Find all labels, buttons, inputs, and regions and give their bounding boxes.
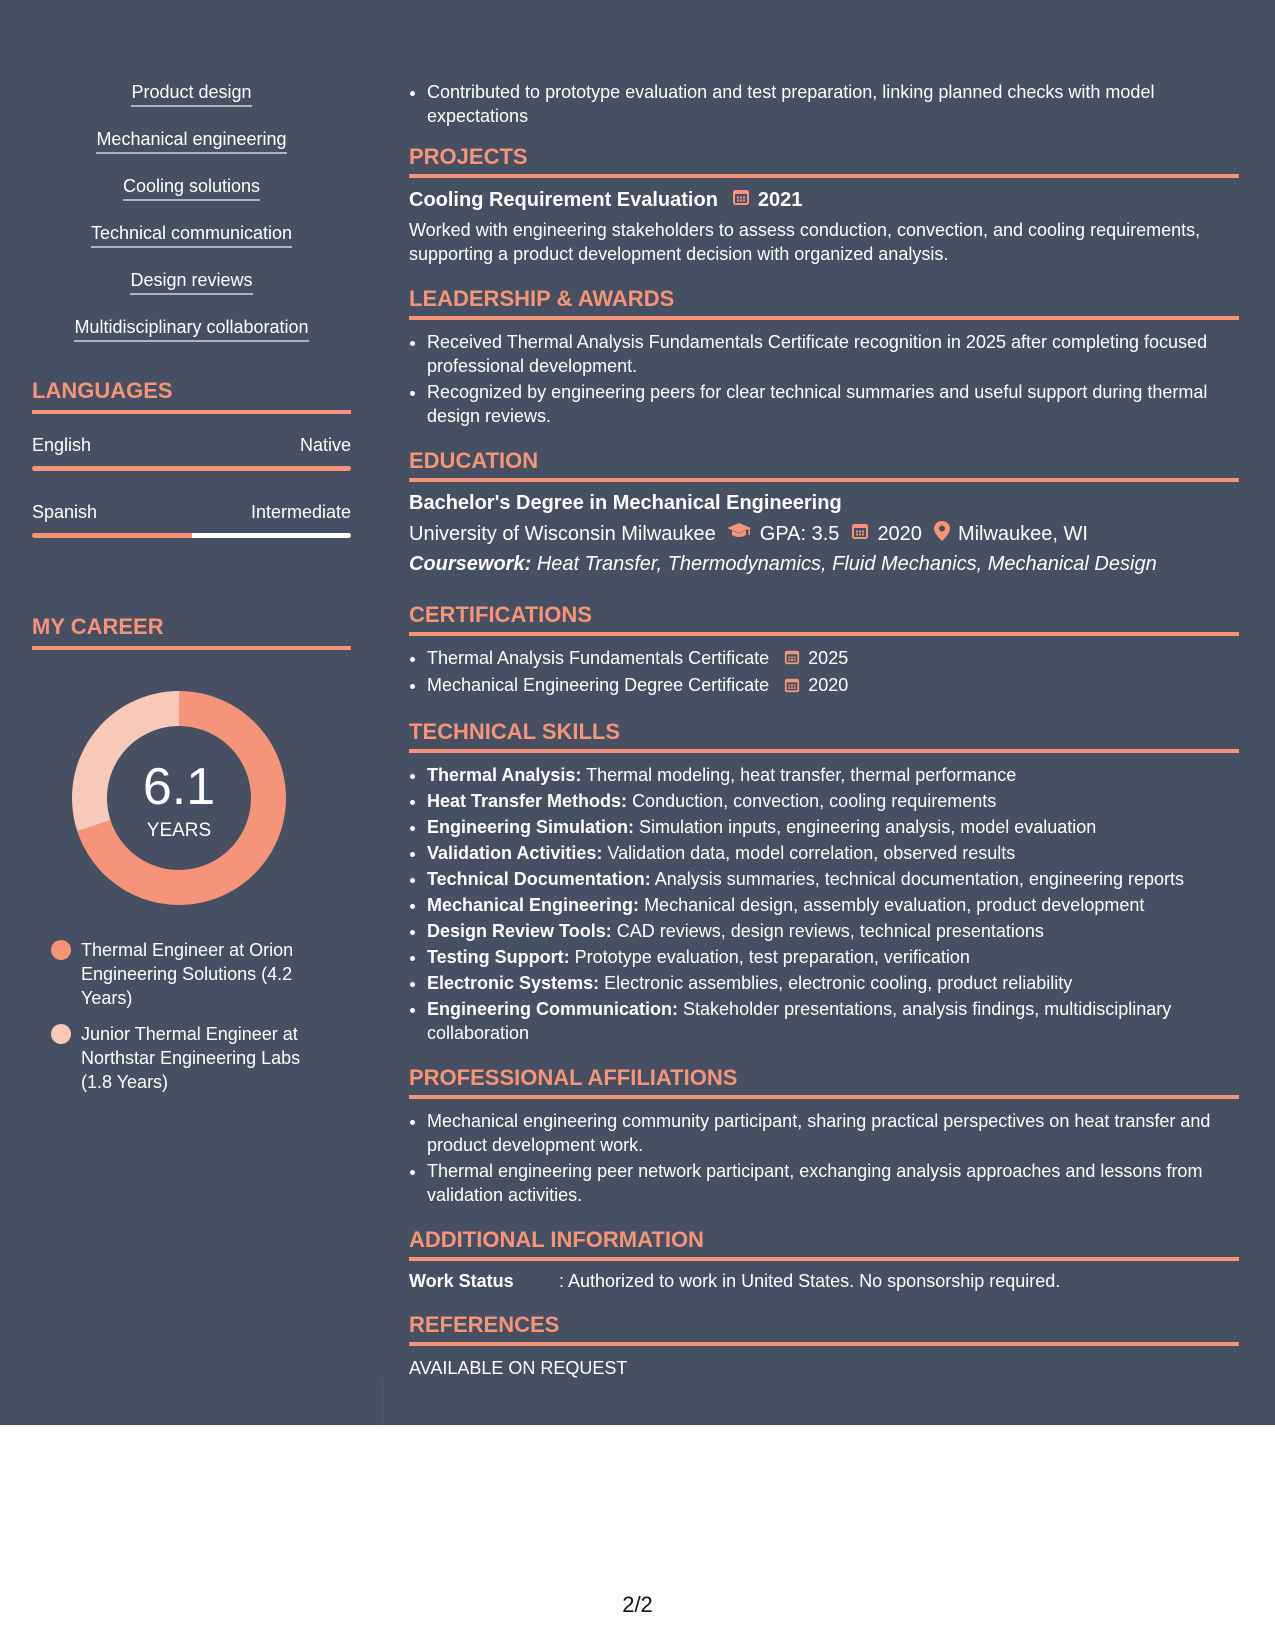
- skill-category: Validation Activities:: [427, 842, 603, 863]
- career-legend-item: [51, 1022, 321, 1094]
- technical-skill-item: [427, 763, 1239, 787]
- career-donut-chart: [32, 666, 351, 926]
- skill-detail: Electronic assemblies, electronic cooling, product reliability: [604, 972, 1073, 993]
- technical-skill-item: [427, 971, 1239, 995]
- technical-skill-item: [427, 789, 1239, 813]
- career-legend: [32, 938, 321, 1094]
- references-text: AVAILABLE ON REQUEST: [409, 1357, 628, 1378]
- leadership-heading: LEADERSHIP & AWARDS: [409, 286, 1239, 320]
- project-title-row: [409, 188, 1239, 212]
- technical-skill-item: [427, 997, 1239, 1045]
- project-year: 2021: [757, 188, 803, 211]
- skill-tag: Cooling solutions: [123, 174, 260, 201]
- technical-skills-list: [409, 763, 1239, 1045]
- affiliation-item: • Mechanical engineering community participant, sharing practical perspectives on heat transfer and product development work.: [427, 1109, 1239, 1157]
- education-coursework: [409, 553, 1239, 576]
- coursework-list: Heat Transfer, Thermodynamics, Fluid Mechanics, Mechanical Design: [536, 553, 1157, 575]
- education-gpa: GPA: 3.5: [759, 522, 840, 545]
- experience-bullets: [409, 80, 1239, 128]
- language-bar: [32, 533, 351, 538]
- certification-item: [427, 673, 1239, 698]
- certification-year: 2020: [808, 675, 849, 696]
- skill-category: Heat Transfer Methods:: [427, 790, 628, 811]
- leadership-item: • Received Thermal Analysis Fundamentals Certificate recognition in 2025 after completing focused professional development.: [427, 330, 1239, 378]
- skill-category: Technical Documentation:: [427, 868, 651, 889]
- technical-skill-item: [427, 945, 1239, 969]
- leadership-list: [409, 330, 1239, 428]
- technical-skill-item: [427, 867, 1239, 891]
- skill-detail: CAD reviews, design reviews, technical presentations: [616, 920, 1044, 941]
- skill-tag: Multidisciplinary collaboration: [74, 315, 308, 342]
- career-total: 6.1: [142, 758, 216, 816]
- skill-category: Thermal Analysis:: [427, 764, 582, 785]
- work-status-row: [409, 1271, 1239, 1292]
- certification-item: [427, 646, 1239, 671]
- skill-detail: Validation data, model correlation, observed results: [607, 842, 1016, 863]
- language-level: Intermediate: [250, 502, 351, 522]
- languages-section: [32, 378, 351, 538]
- skill-category: Engineering Simulation:: [427, 816, 635, 837]
- skill-detail: Prototype evaluation, test preparation, verification: [574, 946, 970, 967]
- skill-tags: [32, 80, 351, 342]
- legend-label: Thermal Engineer at Orion Engineering Solutions (4.2 Years): [81, 940, 294, 1008]
- skill-tag: Product design: [131, 80, 251, 107]
- language-bar: [32, 466, 351, 471]
- language-list: [32, 434, 351, 538]
- technical-skills-heading: TECHNICAL SKILLS: [409, 719, 1239, 753]
- education-details: [409, 521, 1239, 547]
- certification-year: 2025: [808, 648, 849, 668]
- work-status-label: Work Status: [409, 1270, 514, 1291]
- certifications-heading: CERTIFICATIONS: [409, 602, 1239, 636]
- calendar-icon: [851, 522, 869, 546]
- skill-detail: Thermal modeling, heat transfer, thermal performance: [586, 764, 1017, 785]
- location-pin-icon: [934, 521, 950, 547]
- certifications-list: [409, 646, 1239, 699]
- language-row: [32, 501, 351, 523]
- career-unit: YEARS: [146, 820, 212, 841]
- legend-dot: [51, 940, 71, 960]
- language-row: [32, 434, 351, 456]
- skill-detail: Conduction, convection, cooling requirements: [632, 790, 997, 811]
- skill-category: Testing Support:: [427, 946, 570, 967]
- skill-detail: Stakeholder presentations, analysis findings, multidisciplinary collaboration: [427, 998, 1172, 1043]
- education-heading: EDUCATION: [409, 448, 1239, 482]
- skill-tag: Mechanical engineering: [96, 127, 286, 154]
- technical-skill-item: [427, 893, 1239, 917]
- right-column: [409, 80, 1239, 1380]
- certification-name: Thermal Analysis Fundamentals Certificate: [427, 648, 770, 668]
- certification-name: Mechanical Engineering Degree Certificate: [427, 675, 770, 696]
- project-name: Cooling Requirement Evaluation: [409, 188, 718, 211]
- education-year: 2020: [877, 522, 922, 545]
- career-legend-item: [51, 938, 321, 1010]
- graduation-cap-icon: [726, 522, 752, 546]
- column-divider: [382, 1380, 383, 1425]
- education-location: Milwaukee, WI: [957, 522, 1088, 545]
- language-bar-remaining: [192, 533, 352, 538]
- skill-detail: Simulation inputs, engineering analysis, model evaluation: [639, 816, 1097, 837]
- additional-info-heading: ADDITIONAL INFORMATION: [409, 1227, 1239, 1261]
- skill-category: Design Review Tools:: [427, 920, 612, 941]
- career-section: [32, 614, 351, 1094]
- coursework-label: Coursework:: [409, 553, 532, 575]
- skill-category: Mechanical Engineering:: [427, 894, 640, 915]
- page-number: 2/2: [622, 1592, 653, 1617]
- legend-dot: [51, 1024, 71, 1044]
- work-status-value: : Authorized to work in United States. No sponsorship required.: [559, 1270, 1061, 1291]
- skill-category: Engineering Communication:: [427, 998, 679, 1019]
- education-degree: Bachelor's Degree in Mechanical Engineering: [409, 492, 842, 514]
- leadership-item: • Recognized by engineering peers for clear technical summaries and useful support during thermal design reviews.: [427, 380, 1239, 428]
- language-name: Spanish: [32, 502, 98, 522]
- projects-heading: PROJECTS: [409, 144, 1239, 178]
- education-school: University of Wisconsin Milwaukee: [409, 522, 716, 545]
- skill-tag: Technical communication: [91, 221, 292, 248]
- project-description: Worked with engineering stakeholders to assess conduction, convection, and cooling requirements, supporting a product development decision with organized analysis.: [409, 220, 1201, 264]
- affiliations-list: [409, 1109, 1239, 1207]
- technical-skill-item: [427, 815, 1239, 839]
- skill-detail: Analysis summaries, technical documentation, engineering reports: [654, 868, 1184, 889]
- languages-heading: LANGUAGES: [32, 378, 351, 414]
- affiliation-item: • Thermal engineering peer network participant, exchanging analysis approaches and lessons from validation activities.: [427, 1159, 1239, 1207]
- language-level: Native: [299, 435, 351, 455]
- career-heading: MY CAREER: [32, 614, 351, 650]
- language-name: English: [32, 435, 92, 455]
- technical-skill-item: [427, 841, 1239, 865]
- technical-skill-item: [427, 919, 1239, 943]
- calendar-icon: [732, 188, 750, 212]
- skill-tag: Design reviews: [130, 268, 252, 295]
- left-column: [32, 0, 351, 1425]
- calendar-icon: [784, 675, 800, 699]
- experience-bullet: • Contributed to prototype evaluation and test preparation, linking planned checks with model expectations: [427, 80, 1239, 128]
- skill-category: Electronic Systems:: [427, 972, 600, 993]
- affiliations-heading: PROFESSIONAL AFFILIATIONS: [409, 1065, 1239, 1099]
- legend-label: Junior Thermal Engineer at Northstar Engineering Labs (1.8 Years): [81, 1024, 301, 1092]
- calendar-icon: [784, 647, 800, 671]
- references-heading: REFERENCES: [409, 1312, 1239, 1346]
- skill-detail: Mechanical design, assembly evaluation, product development: [644, 894, 1145, 915]
